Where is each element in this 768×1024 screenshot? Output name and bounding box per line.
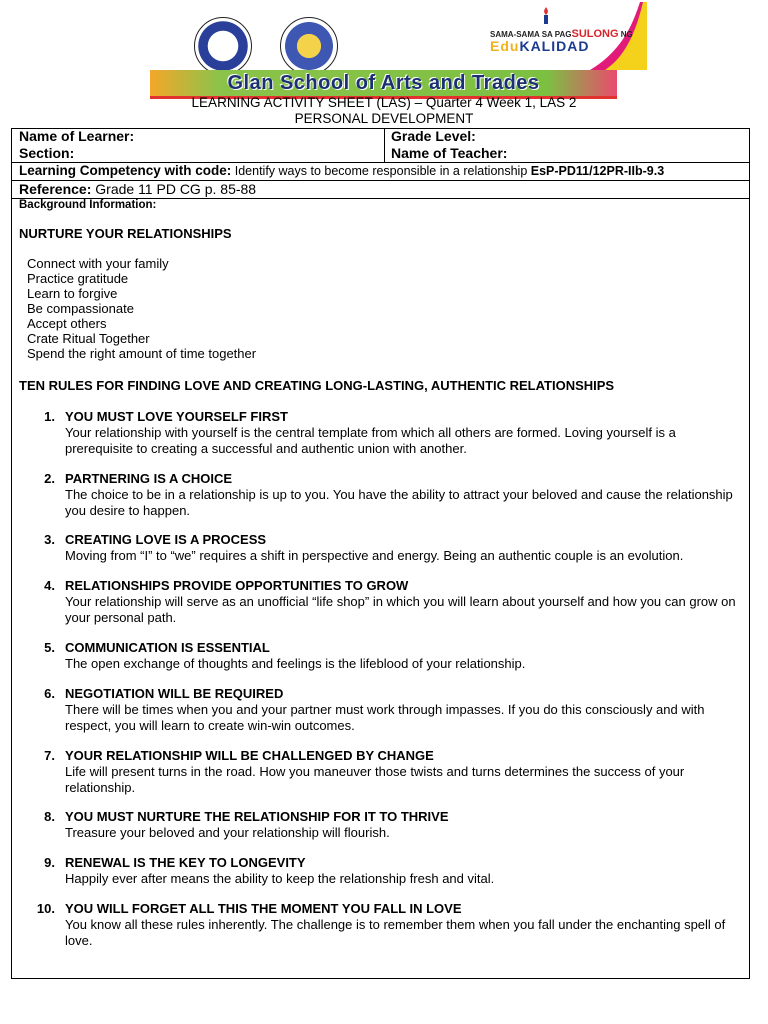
reference: Reference: Grade 11 PD CG p. 85-88 (19, 181, 257, 197)
rule-description: You know all these rules inherently. The challenge is to remember them when you fall under the enchanting spell of love. (65, 917, 726, 948)
section-label: Section: (19, 145, 75, 161)
rule-number: 7. (44, 748, 55, 763)
rule-description: There will be times when you and your partner must work through impasses. If you do this consciously and with respect, you will learn to create win-win outcomes. (65, 702, 705, 733)
rule-title: YOU MUST LOVE YOURSELF FIRST (65, 409, 288, 424)
rule-title: COMMUNICATION IS ESSENTIAL (65, 640, 270, 655)
nurture-heading: NURTURE YOUR RELATIONSHIPS (19, 226, 232, 241)
rule-title: YOU MUST NURTURE THE RELATIONSHIP FOR IT TO THRIVE (65, 809, 449, 824)
background-information-label: Background Information: (19, 199, 157, 211)
list-item: Connect with your family (27, 256, 169, 271)
name-of-teacher-label: Name of Teacher: (391, 145, 508, 161)
school-name: Glan School of Arts and Trades (227, 72, 540, 94)
rule-title: NEGOTIATION WILL BE REQUIRED (65, 686, 284, 701)
rule-description: Happily ever after means the ability to keep the relationship fresh and vital. (65, 871, 495, 886)
school-seal-logo (194, 17, 252, 75)
list-item: Be compassionate (27, 301, 134, 316)
rule-number: 9. (44, 855, 55, 870)
school-banner (150, 2, 647, 98)
list-item: Learn to forgive (27, 286, 118, 301)
name-of-learner-label: Name of Learner: (19, 128, 135, 144)
document-title: LEARNING ACTIVITY SHEET (LAS) – Quarter 4 Week 1, LAS 2 (191, 95, 577, 110)
list-item: Accept others (27, 316, 107, 331)
list-item: Spend the right amount of time together (27, 346, 257, 361)
rule-number: 4. (44, 578, 55, 593)
rule-number: 1. (44, 409, 55, 424)
rule-number: 5. (44, 640, 55, 655)
rule-number: 8. (44, 809, 55, 824)
rule-number: 10. (36, 901, 55, 916)
list-item: Practice gratitude (27, 271, 129, 286)
rule-number: 3. (44, 532, 55, 547)
rule-description: Your relationship will serve as an unofficial “life shop” in which you will learn about yourself and how you can grow on your personal path. (65, 594, 736, 625)
rule-title: RELATIONSHIPS PROVIDE OPPORTUNITIES TO GROW (65, 578, 409, 593)
rule-description: Your relationship with yourself is the central template from which all others are formed. Loving yourself is a prerequisite to creating a successful and authentic union with another. (65, 425, 676, 456)
rule-title: YOU WILL FORGET ALL THIS THE MOMENT YOU FALL IN LOVE (65, 901, 462, 916)
deped-seal-logo (280, 17, 338, 75)
rule-title: RENEWAL IS THE KEY TO LONGEVITY (65, 855, 306, 870)
rules-heading: TEN RULES FOR FINDING LOVE AND CREATING LONG-LASTING, AUTHENTIC RELATIONSHIPS (19, 378, 615, 393)
rule-description: Treasure your beloved and your relationship will flourish. (65, 825, 390, 840)
grade-level-label: Grade Level: (391, 128, 476, 144)
table-column-divider (384, 128, 385, 162)
rule-title: CREATING LOVE IS A PROCESS (65, 532, 267, 547)
edukalidad-logo: EduKALIDAD (490, 38, 590, 54)
rule-description: The open exchange of thoughts and feelings is the lifeblood of your relationship. (65, 656, 526, 671)
rule-title: YOUR RELATIONSHIP WILL BE CHALLENGED BY CHANGE (65, 748, 434, 763)
torch-icon (538, 6, 554, 26)
rule-title: PARTNERING IS A CHOICE (65, 471, 233, 486)
list-item: Crate Ritual Together (27, 331, 150, 346)
rule-number: 2. (44, 471, 55, 486)
slogan: SAMA-SAMA SA PAGSULONG NG (490, 28, 633, 40)
rule-description: Moving from “I” to “we” requires a shift in perspective and energy. Being an authentic couple is an evolution. (65, 548, 684, 563)
subject-title: PERSONAL DEVELOPMENT (294, 111, 474, 126)
rule-description: The choice to be in a relationship is up to you. You have the ability to attract your beloved and cause the relationship you desire to happen. (65, 487, 733, 518)
rule-description: Life will present turns in the road. How you maneuver those twists and turns determines the success of your relationship. (65, 764, 685, 795)
learning-competency: Learning Competency with code: Identify ways to become responsible in a relationship EsP-PD11/12PR-IIb-9.3 (19, 163, 665, 178)
rule-number: 6. (44, 686, 55, 701)
